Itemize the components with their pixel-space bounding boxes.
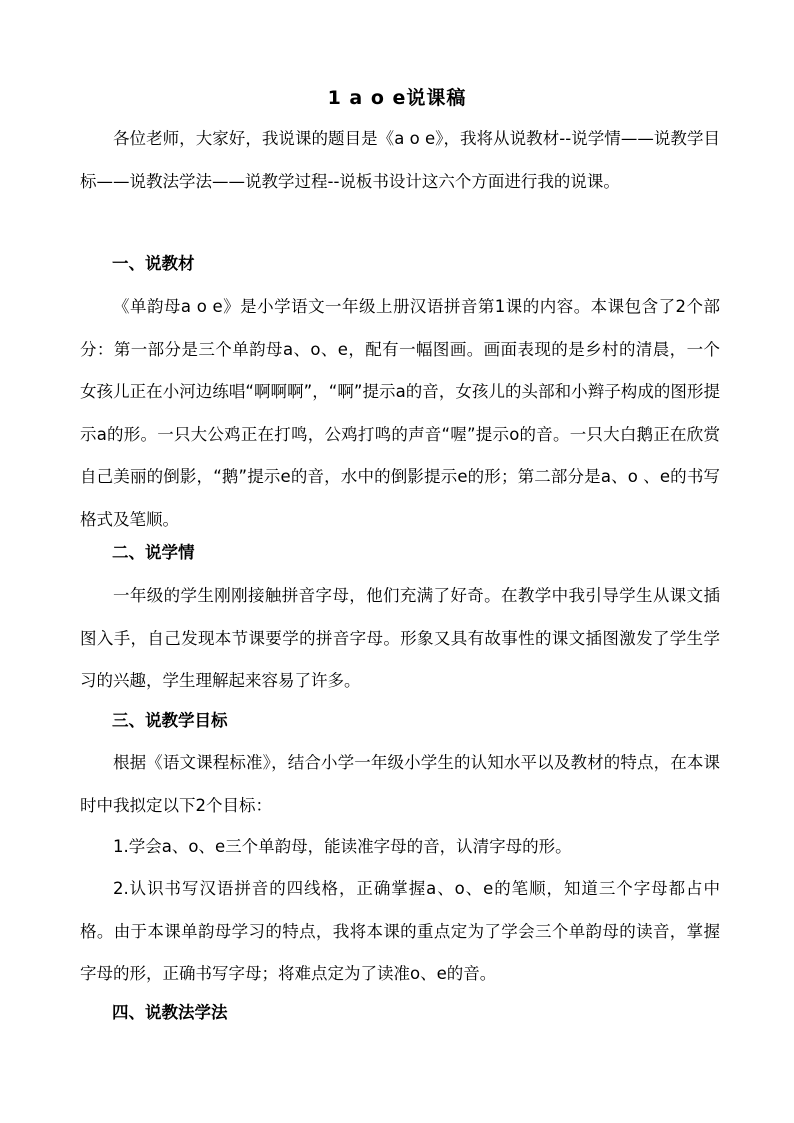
section-heading-teaching-methods: 四、说教法学法 bbox=[112, 1003, 228, 1022]
section-heading-teaching-goals: 三、说教学目标 bbox=[112, 711, 228, 730]
section-heading-teaching-material: 一、说教材 bbox=[112, 254, 195, 273]
goal-item-1: 1.学会a、o、e三个单韵母，能读准字母的音，认清字母的形。 bbox=[113, 837, 572, 856]
page-title: 1 a o e说课稿 bbox=[327, 87, 467, 109]
goal-item-2: 2.认识书写汉语拼音的四线格，正确掌握a、o、e的笔顺，知道三个字母都占中格。由于本课单韵母学习的特点，我将本课的重点定为了学会三个单韵母的读音，掌握字母的形，正确书写字母；将难点定为了读准o、e的音。 bbox=[80, 879, 720, 983]
teaching-material-paragraph: 《单韵母a o e》是小学语文一年级上册汉语拼音第1课的内容。本课包含了2个部分：第一部分是三个单韵母a、o、e，配有一幅图画。画面表现的是乡村的清晨，一个女孩儿正在小河边练唱“啊啊啊”，“啊”提示a的音，女孩儿的头部和小辫子构成的图形提示a的形。一只大公鸡正在打鸣，公鸡打鸣的声音“喔”提示o的音。一只大白鹅正在欣赏自己美丽的倒影，“鹅”提示e的音，水中的倒影提示e的形；第二部分是a、o 、e的书写格式及笔顺。 bbox=[80, 297, 720, 529]
intro-paragraph: 各位老师，大家好，我说课的题目是《a o e》，我将从说教材--说学情——说教学目标——说教法学法——说教学过程--说板书设计这六个方面进行我的说课。 bbox=[80, 129, 720, 191]
teaching-goals-paragraph: 根据《语文课程标准》，结合小学一年级小学生的认知水平以及教材的特点，在本课时中我拟定以下2个目标： bbox=[80, 753, 720, 815]
section-heading-student-analysis: 二、说学情 bbox=[112, 543, 195, 562]
student-analysis-paragraph: 一年级的学生刚刚接触拼音字母，他们充满了好奇。在教学中我引导学生从课文插图入手，自己发现本节课要学的拼音字母。形象又具有故事性的课文插图激发了学生学习的兴趣，学生理解起来容易了许多。 bbox=[80, 586, 720, 690]
